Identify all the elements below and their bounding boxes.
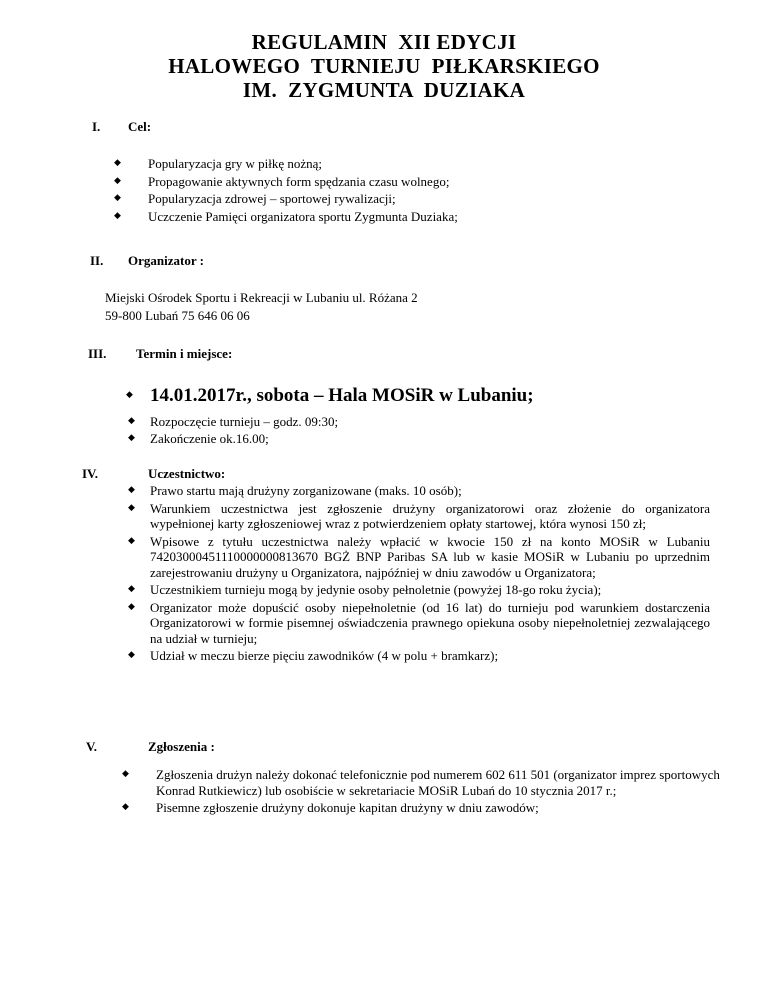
list-item <box>128 483 710 499</box>
title-line-3: IM. ZYGMUNTA DUZIAKA <box>242 78 526 102</box>
event-headline: 14.01.2017r., sobota – Hala MOSiR w Lubaniu; <box>150 385 534 406</box>
section-number: IV. <box>82 466 99 481</box>
bullet-icon: ◆ <box>128 485 135 495</box>
list-item-text: Rozpoczęcie turnieju – godz. 09:30; <box>150 414 339 429</box>
list-item-text: Pisemne zgłoszenie drużyny dokonuje kapitan drużyny w dniu zawodów; <box>156 800 539 815</box>
list-item <box>114 209 634 225</box>
section-label: Zgłoszenia : <box>148 739 215 754</box>
section-1-list <box>114 156 634 224</box>
organizer-address-line-2: 59-800 Lubań 75 646 06 06 <box>105 308 250 323</box>
bullet-icon: ◆ <box>114 210 121 221</box>
list-item <box>128 414 648 430</box>
list-item-text: Wpisowe z tytułu uczestnictwa należy wpłacić w kwocie 150 zł na konto MOSiR w Lubaniu 74203000451110000000813670 BGŻ BNP Paribas SA lub w kasie MOSiR w Lubaniu po uprzednim zarejestrowaniu drużyny u Organizatora, najpóźniej w dniu zawodów u Organizatora; <box>150 533 710 580</box>
list-item-text: Prawo startu mają drużyny zorganizowane (maks. 10 osób); <box>150 483 462 498</box>
list-item-text: Zgłoszenia drużyn należy dokonać telefonicznie pod numerem 602 611 501 (organizator imprez sportowych Konrad Rutkiewicz) lub osobiście w sekretariacie MOSiR Lubań do 10 stycznia 2017 r.; <box>156 767 720 798</box>
bullet-icon: ◆ <box>114 193 121 203</box>
list-item-text: Warunkiem uczestnictwa jest zgłoszenie drużyny organizatorowi oraz złożenie do organizatora wypełnionej karty zgłoszeniowej wraz z potwierdzeniem opłaty startowej, która wynosi 150 zł; <box>150 500 710 531</box>
bullet-icon: ◆ <box>126 390 133 400</box>
list-item <box>128 600 710 647</box>
list-item-text: Organizator może dopuścić osoby niepełnoletnie (od 16 lat) do turnieju pod warunkiem dostarczenia Organizatorowi w formie pisemnej oświadczenia prawnego opiekuna osoby niepełnoletniej zezwalającego na udział w turnieju; <box>150 599 710 646</box>
title-line-1: REGULAMIN XII EDYCJI <box>251 30 517 54</box>
section-5-list <box>122 767 722 816</box>
bullet-icon: ◆ <box>128 650 135 660</box>
section-number: III. <box>88 346 107 361</box>
list-item <box>122 800 722 816</box>
list-item-text: Udział w meczu bierze pięciu zawodników (4 w polu + bramkarz); <box>150 648 499 663</box>
bullet-icon: ◆ <box>128 584 135 594</box>
section-label: Organizator : <box>128 253 204 268</box>
bullet-icon: ◆ <box>128 502 135 513</box>
bullet-icon: ◆ <box>114 175 121 186</box>
section-3-list <box>128 414 648 446</box>
list-item-text: Propagowanie aktywnych form spędzania czasu wolnego; <box>148 173 450 189</box>
list-item <box>128 534 710 581</box>
list-item-text: Popularyzacja zdrowej – sportowej rywalizacji; <box>148 191 396 206</box>
list-item-text: Popularyzacja gry w piłkę nożną; <box>148 156 322 171</box>
list-item-text: Uczczenie Pamięci organizatora sportu Zygmunta Duziaka; <box>148 208 458 224</box>
section-number: II. <box>90 253 104 268</box>
bullet-icon: ◆ <box>128 432 135 443</box>
title-line-2: HALOWEGO TURNIEJU PIŁKARSKIEGO <box>168 54 600 78</box>
bullet-icon: ◆ <box>128 416 135 426</box>
list-item-text: Uczestnikiem turnieju mogą by jedynie osoby pełnoletnie (powyżej 18-go roku życia); <box>150 582 602 597</box>
document-title <box>0 30 768 102</box>
list-item <box>114 174 634 190</box>
list-item <box>128 431 648 447</box>
list-item <box>114 156 634 172</box>
section-number: I. <box>92 119 101 134</box>
list-item <box>122 767 722 798</box>
list-item <box>128 582 710 598</box>
section-number: V. <box>86 739 97 754</box>
bullet-icon: ◆ <box>128 535 135 546</box>
bullet-icon: ◆ <box>128 601 135 612</box>
section-label: Cel: <box>128 119 152 134</box>
list-item <box>128 648 710 664</box>
bullet-icon: ◆ <box>122 769 129 779</box>
list-item <box>114 191 634 207</box>
bullet-icon: ◆ <box>122 802 129 812</box>
section-label: Uczestnictwo: <box>148 466 226 481</box>
list-item-text: Zakończenie ok.16.00; <box>150 430 269 446</box>
event-date-location <box>126 385 686 407</box>
organizer-address-line-1: Miejski Ośrodek Sportu i Rekreacji w Lubaniu ul. Różana 2 <box>105 290 418 305</box>
section-label: Termin i miejsce: <box>136 346 233 361</box>
section-4-list <box>128 483 710 664</box>
bullet-icon: ◆ <box>114 158 121 168</box>
list-item <box>128 501 710 532</box>
